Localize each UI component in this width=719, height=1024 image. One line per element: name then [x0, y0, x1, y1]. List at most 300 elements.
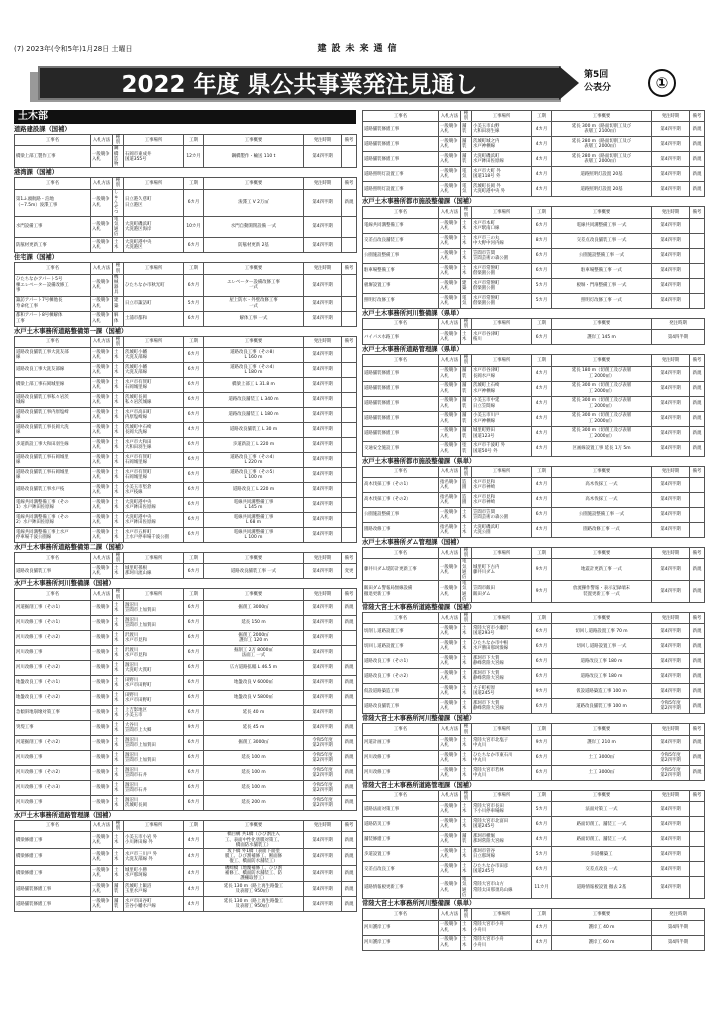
- table-cell: 電線共同溝整備工事（その 2）水戸鉾田佐原線: [15, 513, 91, 528]
- table-cell: 電線共同溝整備工事（その 1）水戸鉾田佐原線: [15, 498, 91, 513]
- table-cell: 6カ月: [184, 378, 204, 393]
- table-cell: 6カ月: [532, 669, 552, 684]
- table-cell: 道路改良工事（その1）: [363, 654, 439, 669]
- table-cell: 延長 130 m（路上再生路盤工 及表層工 950㎡）: [204, 897, 304, 912]
- column-header: 備考: [342, 336, 357, 347]
- table-header-row: [15, 178, 357, 189]
- table-cell: 12カ月: [184, 146, 204, 168]
- table-cell: 歩道設置工事: [363, 847, 439, 862]
- column-header: 工期: [184, 178, 204, 189]
- table-header-row: [363, 318, 705, 329]
- column-header: 備考: [690, 613, 705, 624]
- column-header: 種別: [461, 548, 472, 559]
- table-cell: 田野川 水戸市田野町: [124, 690, 184, 705]
- table-cell: 第4四半期: [652, 137, 690, 152]
- column-header: 種別: [461, 790, 472, 801]
- table-cell: 道路改良舗装工事大洗友部 線: [15, 348, 91, 363]
- column-header: 種別: [461, 355, 472, 366]
- table-cell: 6カ月: [184, 600, 204, 615]
- table-cell: 道路改良工事（その8） L 160 m: [204, 348, 304, 363]
- table-cell: 一般競争 入札: [439, 278, 461, 293]
- table-cell: 第4四半期: [652, 293, 690, 308]
- table-cell: 第4四半期: [652, 523, 690, 538]
- table-cell: 新規: [690, 441, 705, 456]
- table-cell: 一般競争: [91, 600, 113, 615]
- table-cell: 土木: [113, 513, 124, 528]
- column-header: 備考: [342, 589, 357, 600]
- column-header: 発注時期: [652, 318, 705, 329]
- table-cell: 新規: [690, 396, 705, 411]
- table-cell: 笠間市飯田 飯田ダム: [472, 581, 532, 603]
- table-cell: [690, 278, 705, 293]
- table-cell: 仮設道路築造工事 100 m: [552, 684, 652, 699]
- table-row: [363, 862, 705, 877]
- badge-line1: 第5回: [584, 70, 609, 80]
- table-cell: 新規: [690, 639, 705, 654]
- table-cell: 舗装: [461, 411, 472, 426]
- table-cell: 舗装: [461, 832, 472, 847]
- table-cell: 地震計更新工事 一式: [552, 559, 652, 581]
- table-cell: 掘削工 3000㎥: [204, 735, 304, 750]
- table-cell: 9カ月: [532, 581, 552, 603]
- table-cell: 放流操作警報・表示記録端末 装置更新工事 一式: [552, 581, 652, 603]
- table-cell: 新規: [342, 865, 357, 882]
- column-header: 工事場所: [124, 135, 184, 146]
- table-cell: 造園: [461, 493, 472, 508]
- column-header: 工事場所: [472, 909, 532, 920]
- table-cell: 河川改修工事: [15, 750, 91, 765]
- table-cell: [342, 296, 357, 311]
- table-cell: 6カ月: [184, 513, 204, 528]
- table-cell: 道路改良舗装工事石岡城里 線: [15, 468, 91, 483]
- table-row: [363, 877, 705, 899]
- column-header: 工事概要: [204, 553, 304, 564]
- table-cell: 一般競争 入札: [439, 441, 461, 456]
- table-cell: 第4四半期: [652, 669, 690, 684]
- table-row: [363, 847, 705, 862]
- table-cell: 令和5年度 第2四半期: [304, 780, 342, 795]
- table-cell: 第4四半期: [652, 330, 705, 345]
- table-cell: 第4四半期: [304, 660, 342, 675]
- table-cell: 道路改良舗装工事 100 m: [552, 699, 652, 714]
- table-cell: 新規: [690, 654, 705, 669]
- table-row: [15, 189, 357, 216]
- table-cell: 駐車場整備工事: [363, 263, 439, 278]
- table-cell: 舗装: [113, 882, 124, 897]
- table-header-row: [15, 135, 357, 146]
- column-header: 工事場所: [472, 355, 532, 366]
- table-cell: 延長 300 m（切削工及び表層 工 2000㎡）: [552, 381, 652, 396]
- table-cell: 第4四半期: [304, 897, 342, 912]
- column-header: 入札方法: [439, 466, 461, 477]
- table-cell: 一般競争 入札: [439, 263, 461, 278]
- table-cell: 土木: [461, 684, 472, 699]
- table-cell: 交差点改良工事: [363, 862, 439, 877]
- table-cell: 道路舗装修繕工事: [363, 152, 439, 167]
- table-cell: 6カ月: [532, 218, 552, 233]
- table-cell: 新規: [342, 735, 357, 750]
- column-header: 工事概要: [552, 790, 652, 801]
- table-cell: 土木: [113, 600, 124, 615]
- table-cell: [342, 216, 357, 238]
- table-cell: 河川改修工事: [15, 795, 91, 810]
- column-header: 発注時期: [652, 355, 690, 366]
- table-row: [15, 615, 357, 630]
- table-row: [363, 735, 705, 750]
- column-header: 工事場所: [124, 336, 184, 347]
- column-header: 工事概要: [552, 207, 652, 218]
- table-cell: 土木: [113, 780, 124, 795]
- table-cell: 6カ月: [184, 238, 204, 253]
- table-cell: ひたちなか市東石川 中丸川: [472, 750, 532, 765]
- table-cell: 橋梁上部工 L 31.8 m: [204, 378, 304, 393]
- table-row: [15, 865, 357, 882]
- table-cell: 第4四半期: [304, 832, 342, 849]
- table-cell: 土木: [113, 393, 124, 408]
- table-cell: 4カ月: [532, 441, 552, 456]
- table-cell: [342, 630, 357, 645]
- table-cell: 一般競争 入札: [439, 684, 461, 699]
- table-cell: 一般競争 入札: [439, 137, 461, 152]
- table-cell: 水戸市千波町 外 国道50号 外: [472, 441, 532, 456]
- table-header-row: [15, 820, 357, 831]
- column-header: 工事場所: [472, 207, 532, 218]
- table-cell: [690, 293, 705, 308]
- table-cell: 一般競争 入札: [91, 216, 113, 238]
- table-cell: 道路情報板更新工事: [363, 877, 439, 899]
- table-cell: 土木: [461, 624, 472, 639]
- table-cell: 小美玉市小岩 外 小川鉾田線 外: [124, 832, 184, 849]
- table-row: [363, 426, 705, 441]
- table-cell: 6カ月: [184, 780, 204, 795]
- table-cell: 建築: [461, 278, 472, 293]
- table-cell: [342, 393, 357, 408]
- table-cell: 土木: [113, 468, 124, 483]
- table-cell: 新規: [690, 167, 705, 182]
- table-cell: [690, 508, 705, 523]
- column-header: 入札方法: [439, 355, 461, 366]
- table-row: [363, 935, 705, 950]
- table-cell: 涸沼川 笠間市上加賀田: [124, 615, 184, 630]
- table-cell: 6カ月: [184, 528, 204, 543]
- table-cell: 道路舗装修繕工事: [363, 122, 439, 137]
- project-table: [362, 908, 705, 950]
- column-header: 工事概要: [204, 135, 304, 146]
- table-header-row: [363, 111, 705, 122]
- project-table: [362, 354, 705, 456]
- column-header: 工事概要: [552, 318, 652, 329]
- table-cell: 6カ月: [184, 615, 204, 630]
- table-cell: 土木: [113, 765, 124, 780]
- table-cell: 常陸大宮市若林 中丸川: [472, 765, 532, 780]
- table-cell: 一般競争 入札: [439, 396, 461, 411]
- table-cell: 第1ふ頭航路・泊地 （−7.5m）浚渫工事: [15, 189, 91, 216]
- table-cell: 第4四半期: [652, 182, 690, 197]
- table-cell: 切回し道路設置工事 一式: [552, 639, 652, 654]
- table-cell: 河川改修工事: [15, 645, 91, 660]
- column-header: 入札方法: [91, 820, 113, 831]
- table-cell: 照明灯改修工事 一式: [552, 293, 652, 308]
- table-cell: 土木: [461, 218, 472, 233]
- table-row: [15, 564, 357, 579]
- column-header: 発注時期: [652, 613, 690, 624]
- table-cell: 護岸工 40 m: [552, 920, 652, 935]
- table-header-row: [363, 207, 705, 218]
- table-cell: エレベーター設備改修工事 一式: [204, 274, 304, 296]
- project-table: [362, 206, 705, 308]
- column-header: 工事概要: [204, 263, 304, 274]
- table-cell: 一般競争 入札: [91, 564, 113, 579]
- column-header: 入札方法: [439, 207, 461, 218]
- table-cell: 上吉影地区 小美玉市: [124, 705, 184, 720]
- table-cell: 第4四半期: [652, 559, 690, 581]
- table-cell: 令和5年度 第2四半期: [652, 750, 690, 765]
- table-cell: 一般競争 入札: [439, 122, 461, 137]
- left-sections: [14, 125, 356, 912]
- table-cell: 河道計画工事: [363, 735, 439, 750]
- table-cell: 10カ月: [184, 216, 204, 238]
- table-cell: 電線共同溝整備工事 L 145 m: [204, 498, 304, 513]
- table-cell: 歩道新設工事大和田羽生線: [15, 438, 91, 453]
- table-cell: 舗装修繕工事: [363, 832, 439, 847]
- table-row: [15, 438, 357, 453]
- right-column: [362, 110, 705, 948]
- table-cell: 舗装: [461, 366, 472, 381]
- table-cell: 土木: [113, 660, 124, 675]
- table-row: [363, 233, 705, 248]
- table-cell: 土木: [113, 408, 124, 423]
- table-cell: 地盤改良工事（その2）: [15, 690, 91, 705]
- table-cell: 6カ月: [184, 750, 204, 765]
- table-cell: 第4四半期: [652, 441, 690, 456]
- column-header: 工期: [532, 724, 552, 735]
- table-row: [363, 750, 705, 765]
- table-cell: 土木: [113, 848, 124, 865]
- table-cell: 道路改良工事（その5） L 100 m: [204, 468, 304, 483]
- table-header-row: [363, 466, 705, 477]
- table-cell: 6カ月: [184, 795, 204, 810]
- table-cell: 6カ月: [184, 498, 204, 513]
- table-cell: 水戸市三の丸 中大野中河内線: [472, 233, 532, 248]
- table-cell: 新規: [342, 765, 357, 780]
- table-cell: 一般競争 入札: [91, 189, 113, 216]
- table-cell: 新規: [690, 137, 705, 152]
- table-cell: 土木: [461, 523, 472, 538]
- column-header: 種別: [461, 613, 472, 624]
- table-cell: 新規: [342, 882, 357, 897]
- table-cell: 道路改良舗装工事長岡大洗 線: [15, 423, 91, 438]
- table-cell: [342, 238, 357, 253]
- table-row: [363, 396, 705, 411]
- section-title: 水戸土木事務所河川整備課（国補）: [14, 580, 115, 588]
- table-cell: 第4四半期: [304, 720, 342, 735]
- table-cell: 土木: [113, 348, 124, 363]
- table-cell: 水門設備工事: [15, 216, 91, 238]
- table-cell: 第4四半期: [652, 278, 690, 293]
- table-cell: 第4四半期: [652, 654, 690, 669]
- column-header: 発注時期: [304, 589, 342, 600]
- table-cell: 第4四半期: [304, 498, 342, 513]
- table-cell: 6カ月: [532, 508, 552, 523]
- table-cell: 舗装: [461, 137, 472, 152]
- table-cell: 土木: [113, 675, 124, 690]
- table-cell: 高木伐採工事（その2）: [363, 493, 439, 508]
- table-cell: 6カ月: [184, 189, 204, 216]
- table-cell: ひたちなか市中根 水戸勝田那珂湊線: [472, 639, 532, 654]
- table-header-row: [363, 548, 705, 559]
- column-header: 工事場所: [472, 613, 532, 624]
- column-header: 備考: [690, 548, 705, 559]
- table-cell: 一般競争 入札: [439, 862, 461, 877]
- table-cell: 第4四半期: [652, 639, 690, 654]
- table-cell: 変更: [342, 564, 357, 579]
- section-title: 水戸土木事務所道路管理課（国補）: [14, 811, 115, 819]
- table-cell: 第4四半期: [652, 478, 690, 493]
- table-row: [363, 832, 705, 847]
- table-cell: 一般競争 入札: [439, 167, 461, 182]
- table-cell: 一般競争 入札: [91, 832, 113, 849]
- table-cell: 5カ月: [532, 278, 552, 293]
- banner-arrow-tip: [559, 66, 579, 100]
- table-cell: 新規: [342, 780, 357, 795]
- column-header: 発注時期: [652, 207, 690, 218]
- table-cell: 大洗町磯浜町 水戸鉾田佐原線: [472, 152, 532, 167]
- column-header: 種別: [113, 135, 124, 146]
- table-cell: 第4四半期: [652, 817, 690, 832]
- table-cell: 一般競争: [91, 750, 113, 765]
- table-cell: [690, 817, 705, 832]
- column-header: 工事名: [363, 207, 439, 218]
- table-cell: 第4四半期: [652, 381, 690, 396]
- project-table: [14, 552, 357, 579]
- table-cell: 第4四半期: [652, 366, 690, 381]
- table-row: [363, 508, 705, 523]
- table-cell: 一般競争 入札: [91, 882, 113, 897]
- table-cell: 新規: [342, 690, 357, 705]
- table-cell: 一般競争: [91, 660, 113, 675]
- table-cell: 小美玉市中延 日立笠間線: [472, 396, 532, 411]
- table-cell: 新規: [690, 750, 705, 765]
- table-cell: 大洗町磯浜町 大洗港区海岸: [124, 216, 184, 238]
- table-cell: [342, 705, 357, 720]
- table-cell: 河川護岸工事: [363, 920, 439, 935]
- table-cell: 鋼橋 造物: [113, 146, 124, 168]
- table-cell: 一般競争 入札: [439, 699, 461, 714]
- table-cell: 延長 130 m（路上再生路盤工 及表層工 950㎡）: [204, 882, 304, 897]
- table-cell: 土木: [113, 832, 124, 849]
- table-cell: 新規: [690, 122, 705, 137]
- column-header: 備考: [342, 135, 357, 146]
- table-cell: 令和5年度 第2四半期: [652, 699, 690, 714]
- table-cell: 第4四半期: [652, 581, 690, 603]
- table-cell: 5カ月: [532, 293, 552, 308]
- table-cell: 新規: [690, 426, 705, 441]
- table-cell: 涸沼川 大洗町大貫町: [124, 660, 184, 675]
- table-cell: 一般競争 入札: [91, 348, 113, 363]
- table-cell: [690, 218, 705, 233]
- table-cell: 道路防災工事: [363, 817, 439, 832]
- table-cell: [342, 146, 357, 168]
- table-cell: 土木: [113, 690, 124, 705]
- table-cell: 笠間市笠間 笠間芸術の森公園: [472, 248, 532, 263]
- table-cell: 第4四半期: [304, 274, 342, 296]
- column-header: 入札方法: [91, 553, 113, 564]
- table-cell: 土木: [113, 363, 124, 378]
- table-row: [15, 720, 357, 735]
- table-cell: 大洗町港中央 水戸鉾田佐原線: [124, 513, 184, 528]
- column-header: 種別: [461, 724, 472, 735]
- column-header: 備考: [342, 820, 357, 831]
- table-cell: 土木: [461, 669, 472, 684]
- table-cell: 第4四半期: [304, 645, 342, 660]
- table-cell: 土木: [113, 453, 124, 468]
- table-cell: 新規: [342, 750, 357, 765]
- table-cell: 第4四半期: [652, 802, 690, 817]
- table-cell: 舗装: [113, 897, 124, 912]
- table-cell: 第4四半期: [304, 675, 342, 690]
- table-cell: 土木: [461, 847, 472, 862]
- column-header: 工事場所: [472, 548, 532, 559]
- table-row: [363, 411, 705, 426]
- column-header: 工事名: [363, 790, 439, 801]
- table-cell: 土木: [113, 564, 124, 579]
- table-cell: 第4四半期: [652, 122, 690, 137]
- table-cell: 土木: [113, 378, 124, 393]
- table-cell: 一般競争: [91, 705, 113, 720]
- table-cell: 9カ月: [184, 720, 204, 735]
- table-cell: 第4四半期: [652, 152, 690, 167]
- column-header: 種別: [113, 336, 124, 347]
- table-cell: 11カ月: [532, 877, 552, 899]
- table-cell: 第4四半期: [304, 363, 342, 378]
- table-cell: 水戸市大和田 大和田羽生線: [124, 438, 184, 453]
- table-cell: 茨城町小幡 大洗友部線: [124, 363, 184, 378]
- table-cell: 公園施設整備工事 一式: [552, 248, 652, 263]
- table-cell: 交差点改良舗装工事 一式: [552, 233, 652, 248]
- table-cell: 6カ月: [184, 690, 204, 705]
- table-cell: 9カ月: [532, 735, 552, 750]
- table-cell: 道路改良工 L 220 m: [204, 483, 304, 498]
- table-cell: 笠間市笠間 笠間芸術の森公園: [472, 508, 532, 523]
- table-cell: 一般競争 入札: [439, 411, 461, 426]
- table-row: [15, 513, 357, 528]
- table-cell: 新規: [690, 735, 705, 750]
- column-header: 発注時期: [304, 820, 342, 831]
- table-header-row: [15, 263, 357, 274]
- column-header: 発注時期: [304, 336, 342, 347]
- table-cell: 涸沼川 茨城町長岡: [124, 795, 184, 810]
- table-cell: 第4四半期: [652, 847, 690, 862]
- table-row: [363, 218, 705, 233]
- table-cell: 土木: [113, 735, 124, 750]
- table-cell: [342, 513, 357, 528]
- table-row: [15, 216, 357, 238]
- table-row: [15, 311, 357, 326]
- table-cell: 道路情報板設置 撤去 2基: [552, 877, 652, 899]
- table-cell: 一般競争 入札: [439, 426, 461, 441]
- table-row: [363, 278, 705, 293]
- column-header: 入札方法: [439, 613, 461, 624]
- table-cell: 常陸大宮市北塩子 中丸川: [472, 735, 532, 750]
- table-cell: 道路舗装修繕工事: [363, 366, 439, 381]
- table-cell: [342, 423, 357, 438]
- table-cell: 橋梁上部工製作工事: [15, 146, 91, 168]
- table-cell: 道路照明灯設置 20基: [552, 167, 652, 182]
- table-cell: 土木: [113, 705, 124, 720]
- table-cell: 道路改良工事（その4） L 220 m: [204, 453, 304, 468]
- table-cell: [342, 274, 357, 296]
- table-cell: [342, 408, 357, 423]
